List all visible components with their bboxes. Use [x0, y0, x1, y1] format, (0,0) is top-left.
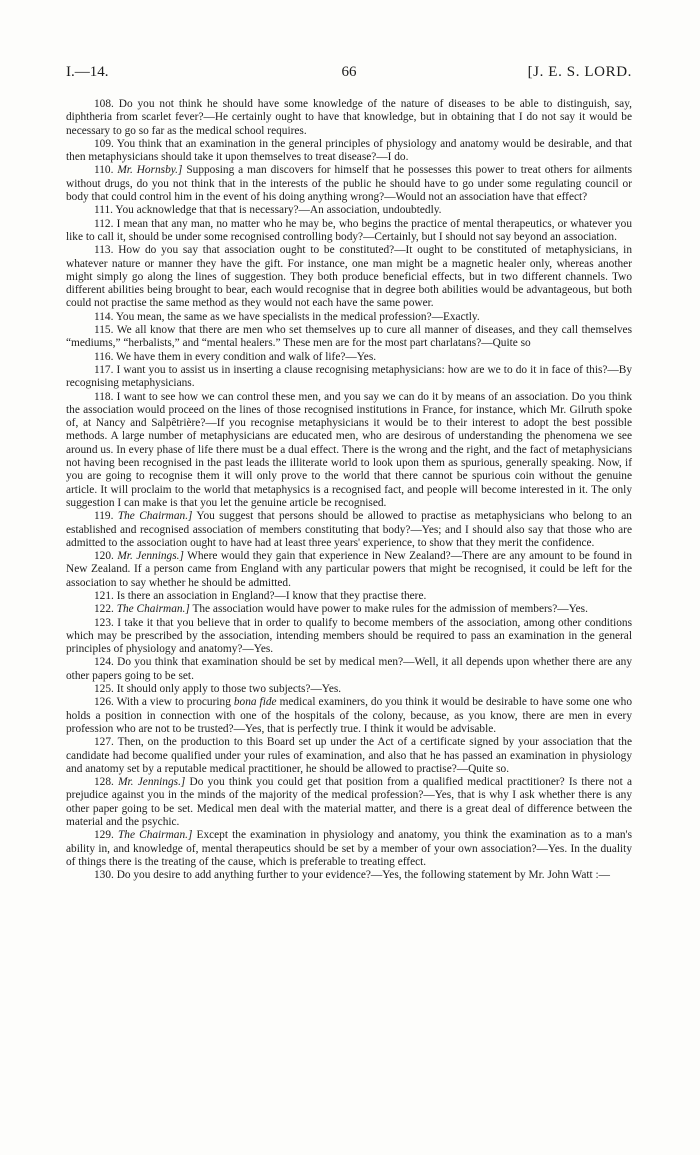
speaker-label: The Chairman.]	[117, 510, 193, 523]
question-118: 118. I want to see how we can control these men, and you say we can do it by means of an association. Do you think the association would proceed on the lines of those recognised institutions in France, for instance, which Mr. Gilruth spoke of, at Nancy and Salpêtrière?—If you recognise metaphysicians it would be to their interest to adopt the best possible methods. A large number of metaphysicians are educated men, who are desirous of understanding the phenomena we see around us. In every phase of life there must be a dual effect. There is the wrong and the right, and the fact of metaphysicians not having been recognised in the past leads the illiterate world to look upon them as spurious, generally speaking. Now, if you are going to recognise them it will only prove to the world that there cannot be spurious coin without the genuine article. It will proclaim to the world that metaphysics is a recognised fact, and people will become interested in it. The only suggestion I can make is that you let the genuine article be recognised.	[66, 390, 632, 509]
question-126: 126. With a view to procuring bona fide medical examiners, do you think it would be desirable to have some one who holds a position in connection with one of the hospitals of the colony, because, as you know, there are men in every profession who are not to be trusted?—Yes, that is perfectly true. I think it would be advisable.	[66, 696, 632, 735]
latin-phrase: bona fide	[233, 696, 277, 709]
page-number: 66	[341, 64, 357, 80]
speaker-label: The Chairman.]	[117, 829, 193, 842]
question-123: 123. I take it that you believe that in order to qualify to become members of the association, among other conditions which may be prescribed by the association, intending members should be required to pass an examination in the general principles of physiology and anatomy?—Yes.	[66, 616, 632, 656]
page-header	[66, 64, 632, 84]
question-108: 108. Do you not think he should have some knowledge of the nature of diseases to be able to distinguish, say, diphtheria from scarlet fever?—He certainly ought to have that knowledge, but in obtaining that I do not say it would be necessary to go so far as the medical school requires.	[66, 98, 632, 137]
question-116: 116. We have them in every condition and walk of life?—Yes.	[94, 350, 377, 363]
question-117: 117. I want you to assist us in inserting a clause recognising metaphysicians: how are we to do it in face of this?—By recognising metaphysicians.	[66, 363, 632, 390]
evidence-body	[66, 98, 632, 883]
question-129: 129. The Chairman.] Except the examination in physiology and anatomy, you think the examination as to a man's ability in, and knowledge of, mental therapeutics should be set by a member of your own association?—Yes. In the duality of things there is the treating of the cause, which is preferable to treating effect.	[66, 829, 632, 868]
question-112: 112. I mean that any man, no matter who he may be, who begins the practice of mental therapeutics, or whatever you like to call it, should be under some recognised controlling body?—Certainly, but I should not say beyond an association.	[66, 217, 632, 243]
paper-reference: I.—14.	[66, 64, 109, 80]
question-121: 121. Is there an association in England?—I know that they practise there.	[94, 589, 427, 602]
question-122: 122. The Chairman.] The association would have power to make rules for the admission of members?—Yes.	[94, 603, 588, 616]
question-120: 120. Mr. Jennings.] Where would they gain that experience in New Zealand?—There are any amount to be found in New Zealand. If a person came from England with any particular powers that might be recognised, it could be left for the association to say whether he should be admitted.	[66, 550, 633, 589]
question-113: 113. How do you say that association ought to be constituted?—It ought to be constituted of metaphysicians, in whatever nature or manner they have the gift. For instance, one man might be a magnetic healer only, whereas another might simply go along the lines of suggestion. They both produce beneficial effects, but in two different channels. Two different abilities being brought to bear, each would recognise that in degree both abilities would be advantageous, but both could not practise the same method as they would not each have the same power.	[66, 244, 632, 310]
question-124: 124. Do you think that examination should be set by medical men?—Well, it all depends upon whether there are any other papers going to be set.	[66, 656, 632, 682]
question-111: 111. You acknowledge that that is necessary?—An association, undoubtedly.	[94, 204, 442, 217]
question-110: 110. Mr. Hornsby.] Supposing a man discovers for himself that he possesses this power to treat others for ailments without drugs, do you not think that in the interests of the public he should have to go under some regulating council or body that could control him in the event of his doing anything wrong?—Would not an association have that effect?	[66, 164, 632, 204]
witness-name: [J. E. S. LORD.	[527, 64, 632, 80]
question-114: 114. You mean, the same as we have specialists in the medical profession?—Exactly.	[94, 310, 480, 323]
question-130: 130. Do you desire to add anything further to your evidence?—Yes, the following statement by Mr. John Watt :—	[94, 869, 610, 882]
question-115: 115. We all know that there are men who set themselves up to cure all manner of diseases, and they call themselves “mediums,” “herbalists,” and “mental healers.” These men are for the most part charlatans?—Quite so	[66, 324, 632, 350]
question-109: 109. You think that an examination in the general principles of physiology and anatomy would be desirable, and that then metaphysicians should take it upon themselves to treat disease?—I do.	[66, 137, 632, 164]
speaker-label: Mr. Jennings.]	[117, 550, 184, 563]
question-119: 119. The Chairman.] You suggest that persons should be allowed to practise as metaphysicians who belong to an established and recognised association of members constituting that body?—Yes; and I should also say that those who are admitted to the association ought to have had at least three years' experience, to show that they merit the confidence.	[66, 510, 632, 549]
question-127: 127. Then, on the production to this Board set up under the Act of a certificate signed by your association that the candidate had become qualified under your rules of examination, and also that he has passed an examination in physiology and anatomy set by a reputable medical practitioner, he should be allowed to practise?—Quite so.	[66, 736, 632, 775]
question-128: 128. Mr. Jennings.] Do you think you could get that position from a qualified medical practitioner? Is there not a prejudice against you in the minds of the majority of the medical profession?—Yes, that is why I ask whether there is any other paper going to be set. Medical men deal with the material matter, and there is a great deal of difference between the material and the psychic.	[66, 776, 632, 829]
speaker-label: Mr. Hornsby.]	[117, 164, 183, 177]
speaker-label: Mr. Jennings.]	[118, 776, 186, 789]
speaker-label: The Chairman.]	[116, 603, 190, 616]
question-125: 125. It should only apply to those two subjects?—Yes.	[94, 683, 342, 696]
